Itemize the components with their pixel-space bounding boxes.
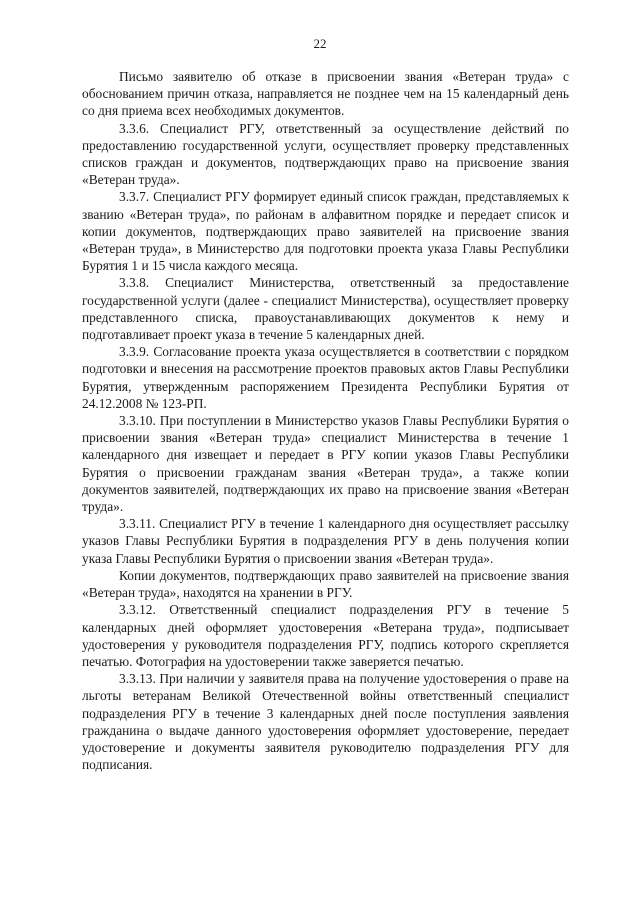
document-body	[82, 68, 569, 773]
page-number: 22	[313, 36, 327, 51]
paragraph-3-3-6: 3.3.6. Специалист РГУ, ответственный за осуществление действий по предоставлению государственной услуги, осуществляет проверку представленных списков граждан и документов, подтверждающих право на присвоение звания «Ветеран труда».	[82, 120, 569, 188]
paragraph-3-3-7: 3.3.7. Специалист РГУ формирует единый список граждан, представляемых к званию «Ветеран труда», по районам в алфавитном порядке и передает список и копии документов, подтверждающих право заявителей на присвоение звания «Ветеран труда», в Министерство для подготовки проекта указа Главы Республики Бурятия 1 и 15 числа каждого месяца.	[82, 189, 569, 274]
paragraph-3-3-8: 3.3.8. Специалист Министерства, ответственный за предоставление государственной услуги (далее - специалист Министерства), осуществляет проверку представленного списка, правоустанавливающих документов к нему и подготавливает проект указа в течение 5 календарных дней.	[82, 275, 569, 343]
paragraph-3-3-12: 3.3.12. Ответственный специалист подразделения РГУ в течение 5 календарных дней оформляет удостоверения «Ветерана труда», подписывает удостоверения у руководителя подразделения РГУ, подпись которого скрепляется печатью. Фотография на удостоверении также заверяется печатью.	[82, 602, 569, 669]
paragraph-3-3-13: 3.3.13. При наличии у заявителя права на получение удостоверения о праве на льготы ветеранам Великой Отечественной войны ответственный специалист подразделения РГУ в течение 3 календарных дней после поступления заявления гражданина о выдаче данного удостоверения оформляет удостоверение, передает удостоверение и документы заявителя руководителю подразделения РГУ для подписания.	[82, 671, 569, 773]
paragraph-3-3-10: 3.3.10. При поступлении в Министерство указов Главы Республики Бурятия о присвоении звания «Ветеран труда» специалист Министерства в течение 1 календарного дня извещает и передает в РГУ копии указов Главы Республики Бурятия о присвоении гражданам звания «Ветеран труда», а также копии документов заявителей, подтверждающих их право на присвоение звания «Ветеран труда».	[82, 413, 569, 515]
paragraph-document-copies: Копии документов, подтверждающих право заявителей на присвоение звания «Ветеран труда», находятся на хранении в РГУ.	[82, 567, 569, 601]
paragraph-3-3-11: 3.3.11. Специалист РГУ в течение 1 календарного дня осуществляет рассылку указов Главы Республики Бурятия в подразделения РГУ в день получения копии указа Главы Республики Бурятия о присвоении звания «Ветеран труда».	[82, 516, 569, 566]
paragraph-refusal-letter: Письмо заявителю об отказе в присвоении звания «Ветеран труда» с обоснованием причин отказа, направляется не позднее чем на 15 календарный день со дня приема всех необходимых документов.	[82, 69, 569, 119]
paragraph-3-3-9: 3.3.9. Согласование проекта указа осуществляется в соответствии с порядком подготовки и внесения на рассмотрение проектов правовых актов Главы Республики Бурятия, утвержденным распоряжением Президента Республики Бурятия от 24.12.2008 № 123-РП.	[82, 344, 569, 411]
